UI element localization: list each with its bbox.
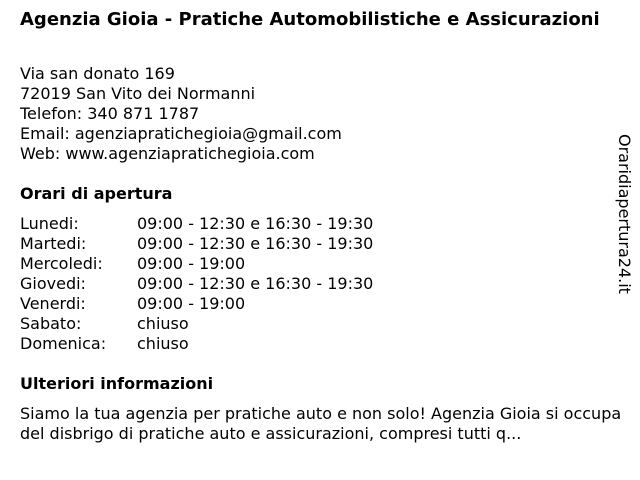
email-address: Email: agenziapratichegioia@gmail.com	[20, 124, 342, 143]
time-value: 09:00 - 19:00	[137, 294, 246, 313]
phone-number: Telefon: 340 871 1787	[20, 104, 200, 123]
further-info-heading: Ulteriori informazioni	[20, 374, 214, 393]
city-address: 72019 San Vito dei Normanni	[20, 84, 256, 103]
day-label: Sabato:	[20, 314, 82, 333]
business-description: Siamo la tua agenzia per pratiche auto e non solo! Agenzia Gioia si occupa del disbrigo di pratiche auto e assicurazioni, compresi tutti q...	[20, 404, 622, 443]
site-brand-watermark: Oraridiapertura24.it	[615, 134, 634, 294]
time-value: 09:00 - 19:00	[137, 254, 246, 273]
opening-hours-heading: Orari di apertura	[20, 184, 173, 203]
day-label: Martedi:	[20, 234, 87, 253]
day-label: Giovedi:	[20, 274, 86, 293]
time-value: chiuso	[137, 334, 189, 353]
business-title: Agenzia Gioia - Pratiche Automobilistiche e Assicurazioni	[20, 9, 600, 30]
website-address: Web: www.agenziapratichegioia.com	[20, 144, 315, 163]
address-block	[20, 64, 342, 164]
day-label: Venerdi:	[20, 294, 86, 313]
street-address: Via san donato 169	[20, 64, 175, 83]
time-value: chiuso	[137, 314, 189, 333]
day-label: Mercoledi:	[20, 254, 103, 273]
day-label: Lunedi:	[20, 214, 79, 233]
time-value: 09:00 - 12:30 e 16:30 - 19:30	[137, 234, 374, 253]
time-value: 09:00 - 12:30 e 16:30 - 19:30	[137, 214, 374, 233]
time-value: 09:00 - 12:30 e 16:30 - 19:30	[137, 274, 374, 293]
day-label: Domenica:	[20, 334, 107, 353]
